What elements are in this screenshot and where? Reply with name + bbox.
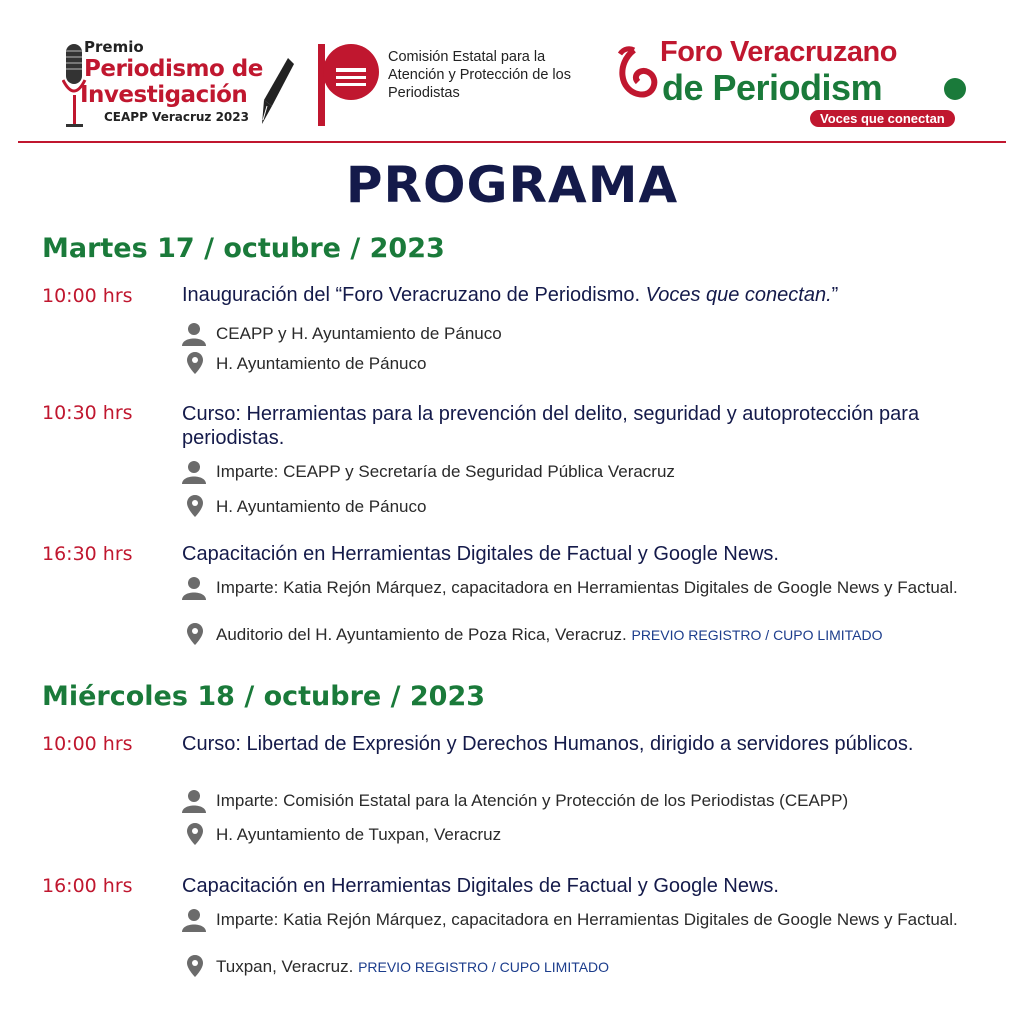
event-place-text: H. Ayuntamiento de Pánuco — [216, 354, 427, 373]
location-pin-icon — [187, 495, 203, 517]
event-place-line — [216, 957, 986, 977]
ceapp-logo — [316, 38, 606, 130]
globe-icon — [944, 78, 966, 100]
event-title: Curso: Herramientas para la prevención del delito, seguridad y autoprotección para periodistas. — [182, 403, 920, 449]
event-time: 10:00 hrs — [42, 733, 133, 755]
ceapp-mark-icon — [316, 38, 382, 128]
ceapp-name: Comisión Estatal para la Atención y Protección de los Periodistas — [388, 49, 571, 101]
event-person-text: Imparte: Comisión Estatal para la Atención y Protección de los Periodistas (CEAPP) — [216, 791, 849, 810]
person-icon — [182, 789, 206, 813]
foro-line2: de Periodism — [662, 67, 883, 108]
location-pin-icon — [187, 352, 203, 374]
person-icon — [182, 460, 206, 484]
premio-line1: Premio — [84, 38, 144, 56]
event-place-text: H. Ayuntamiento de Tuxpan, Veracruz — [216, 825, 502, 844]
registration-note: PREVIO REGISTRO / CUPO LIMITADO — [631, 627, 883, 643]
event-time: 16:30 hrs — [42, 543, 133, 565]
event-time: 10:30 hrs — [42, 402, 133, 424]
location-pin-icon — [187, 955, 203, 977]
person-icon — [182, 322, 206, 346]
page-title: PROGRAMA — [345, 156, 679, 214]
premio-line2: Periodismo de — [84, 56, 263, 82]
event-person-text: Imparte: Katia Rejón Márquez, capacitadora en Herramientas Digitales de Google News y Factual. — [216, 578, 958, 597]
registration-note: PREVIO REGISTRO / CUPO LIMITADO — [358, 959, 610, 975]
person-icon — [182, 908, 206, 932]
event-title-text: Inauguración del “Foro Veracruzano de Periodismo. — [182, 284, 641, 306]
foro-tagline: Voces que conectan — [810, 110, 955, 127]
swirl-icon — [614, 44, 660, 114]
premio-logo — [58, 36, 298, 131]
location-pin-icon — [187, 623, 203, 645]
event-place-text: H. Ayuntamiento de Pánuco — [216, 497, 427, 516]
event-person-text: Imparte: Katia Rejón Márquez, capacitadora en Herramientas Digitales de Google News y Factual. — [216, 910, 958, 929]
event-title-italic: Voces que conectan. — [645, 284, 832, 306]
event-title: Capacitación en Herramientas Digitales de Factual y Google News. — [182, 875, 779, 897]
header — [0, 0, 1024, 145]
event-time: 10:00 hrs — [42, 285, 133, 307]
premio-line4: CEAPP Veracruz 2023 — [104, 110, 249, 124]
location-pin-icon — [187, 823, 203, 845]
fountain-pen-icon — [258, 56, 294, 126]
event-title-close: ” — [831, 284, 839, 306]
event-title — [182, 283, 982, 307]
event-place-text: Tuxpan, Veracruz. — [216, 957, 354, 976]
event-title: Curso: Libertad de Expresión y Derechos Humanos, dirigido a servidores públicos. — [182, 733, 914, 755]
day-heading: Martes 17 / octubre / 2023 — [42, 233, 445, 264]
event-time: 16:00 hrs — [42, 875, 133, 897]
person-icon — [182, 576, 206, 600]
premio-line3: Investigación — [80, 82, 248, 108]
event-person-text: Imparte: CEAPP y Secretaría de Seguridad Pública Veracruz — [216, 462, 675, 481]
foro-logo — [614, 36, 974, 131]
event-person-text: CEAPP y H. Ayuntamiento de Pánuco — [216, 324, 502, 343]
day-heading: Miércoles 18 / octubre / 2023 — [42, 681, 486, 712]
foro-line1: Foro Veracruzano — [660, 36, 897, 68]
header-divider — [18, 141, 1006, 143]
event-place-text: Auditorio del H. Ayuntamiento de Poza Rica, Veracruz. — [216, 625, 627, 644]
event-title: Capacitación en Herramientas Digitales de Factual y Google News. — [182, 543, 779, 565]
event-place-line — [216, 625, 986, 645]
